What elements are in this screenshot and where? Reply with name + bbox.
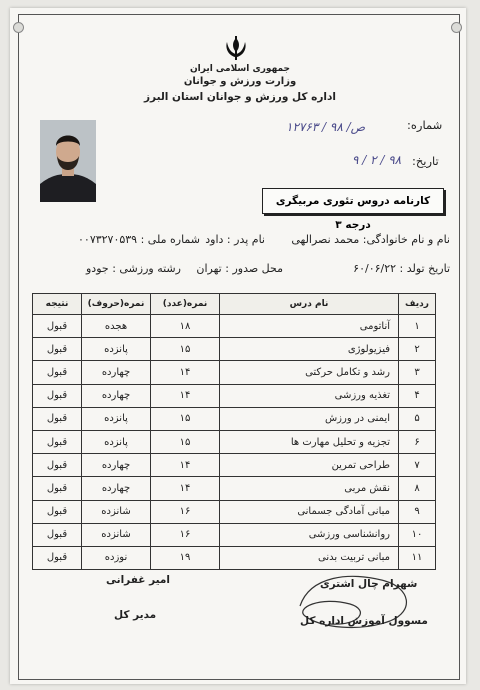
table-row [33, 384, 436, 407]
row-number-cell: ۲ [399, 338, 436, 361]
grade-words-cell: پانزده [82, 338, 151, 361]
result-cell: قبول [33, 500, 82, 523]
course-name-cell: مبانی تربیت بدنی [220, 546, 399, 569]
grade-number-cell: ۱۶ [151, 523, 220, 546]
table-row [33, 407, 436, 430]
person-name: نام و نام خانوادگی: محمد نصرالهی [291, 233, 450, 246]
grade-number-cell: ۱۴ [151, 454, 220, 477]
grade-words-cell: چهارده [82, 477, 151, 500]
table-row [33, 338, 436, 361]
grade-words-cell: پانزده [82, 407, 151, 430]
table-row [33, 430, 436, 453]
course-name-cell: روانشناسی ورزشی [220, 523, 399, 546]
grade-words-cell: چهارده [82, 384, 151, 407]
result-cell: قبول [33, 523, 82, 546]
date-label: تاریخ: [412, 154, 439, 168]
row-number-cell: ۷ [399, 454, 436, 477]
grade-number-cell: ۱۵ [151, 407, 220, 430]
result-cell: قبول [33, 361, 82, 384]
number-label: شماره: [407, 118, 443, 132]
course-name-cell: طراحی تمرین [220, 454, 399, 477]
result-cell: قبول [33, 338, 82, 361]
header-grade-words: نمره(حروف) [82, 294, 151, 315]
right-signer-name: شهرام چال اشتری [320, 578, 418, 590]
left-signer-name: امیر غفرانی [106, 574, 170, 586]
row-number-cell: ۳ [399, 361, 436, 384]
row-number-cell: ۹ [399, 500, 436, 523]
document-title: کارنامه دروس تئوری مربیگری درجه ۳ [262, 188, 444, 214]
left-signer-title: مدیر کل [114, 609, 157, 621]
result-cell: قبول [33, 315, 82, 338]
table-header-row [33, 294, 436, 315]
grade-words-cell: چهارده [82, 454, 151, 477]
course-name-cell: آناتومی [220, 315, 399, 338]
grade-number-cell: ۱۸ [151, 315, 220, 338]
header-line-3: اداره کل ورزش و جوانان استان البرز [144, 91, 336, 103]
table-row [33, 361, 436, 384]
table-row [33, 454, 436, 477]
table-row [33, 500, 436, 523]
father-name: نام پدر : داود [205, 233, 265, 246]
grade-number-cell: ۱۵ [151, 430, 220, 453]
punch-hole [13, 22, 24, 33]
course-name-cell: ایمنی در ورزش [220, 407, 399, 430]
header-line-1: جمهوری اسلامی ایران [189, 64, 291, 74]
course-name-cell: نقش مربی [220, 477, 399, 500]
number-value: ۱۲۷۶۳ / ص/ ۹۸ [286, 120, 366, 134]
header-line-2: وزارت ورزش و جوانان [183, 76, 297, 87]
row-number-cell: ۵ [399, 407, 436, 430]
grade-number-cell: ۱۴ [151, 477, 220, 500]
row-number-cell: ۱۱ [399, 546, 436, 569]
result-cell: قبول [33, 454, 82, 477]
grade-number-cell: ۱۹ [151, 546, 220, 569]
grades-table [32, 293, 436, 570]
national-id: شماره ملی : ۰۰۷۳۲۷۰۵۳۹ [78, 233, 200, 246]
header-result: نتیجه [33, 294, 82, 315]
issue-place: محل صدور : تهران [196, 262, 283, 275]
date-value: ۹ / ۲ / ۹۸ [352, 153, 402, 167]
header-course-name: نام درس [220, 294, 399, 315]
grade-words-cell: چهارده [82, 361, 151, 384]
grade-words-cell: هجده [82, 315, 151, 338]
course-name-cell: مبانی آمادگی جسمانی [220, 500, 399, 523]
course-name-cell: فیزیولوژی [220, 338, 399, 361]
table-row [33, 315, 436, 338]
grade-number-cell: ۱۵ [151, 338, 220, 361]
table-row [33, 477, 436, 500]
result-cell: قبول [33, 407, 82, 430]
course-name-cell: تجزیه و تحلیل مهارت ها [220, 430, 399, 453]
result-cell: قبول [33, 546, 82, 569]
row-number-cell: ۱۰ [399, 523, 436, 546]
grade-words-cell: شانزده [82, 523, 151, 546]
row-number-cell: ۸ [399, 477, 436, 500]
grade-words-cell: شانزده [82, 500, 151, 523]
course-name-cell: تغذیه ورزشی [220, 384, 399, 407]
row-number-cell: ۱ [399, 315, 436, 338]
result-cell: قبول [33, 430, 82, 453]
right-signer-title: مسوول آموزش اداره کل [300, 615, 428, 627]
header-row-number: ردیف [399, 294, 436, 315]
course-name-cell: رشد و تکامل حرکتی [220, 361, 399, 384]
row-number-cell: ۴ [399, 384, 436, 407]
row-number-cell: ۶ [399, 430, 436, 453]
sport-field: رشته ورزشی : جودو [86, 262, 181, 275]
birth-date: تاریخ تولد : ۶۰/۰۶/۲۲ [353, 262, 450, 275]
result-cell: قبول [33, 477, 82, 500]
punch-hole [451, 22, 462, 33]
header-grade-number: نمره(عدد) [151, 294, 220, 315]
grade-number-cell: ۱۶ [151, 500, 220, 523]
grade-words-cell: نوزده [82, 546, 151, 569]
result-cell: قبول [33, 384, 82, 407]
emblem-icon [222, 36, 250, 62]
person-photo [40, 120, 96, 202]
grade-words-cell: پانزده [82, 430, 151, 453]
grade-number-cell: ۱۴ [151, 384, 220, 407]
table-row [33, 523, 436, 546]
grade-number-cell: ۱۴ [151, 361, 220, 384]
